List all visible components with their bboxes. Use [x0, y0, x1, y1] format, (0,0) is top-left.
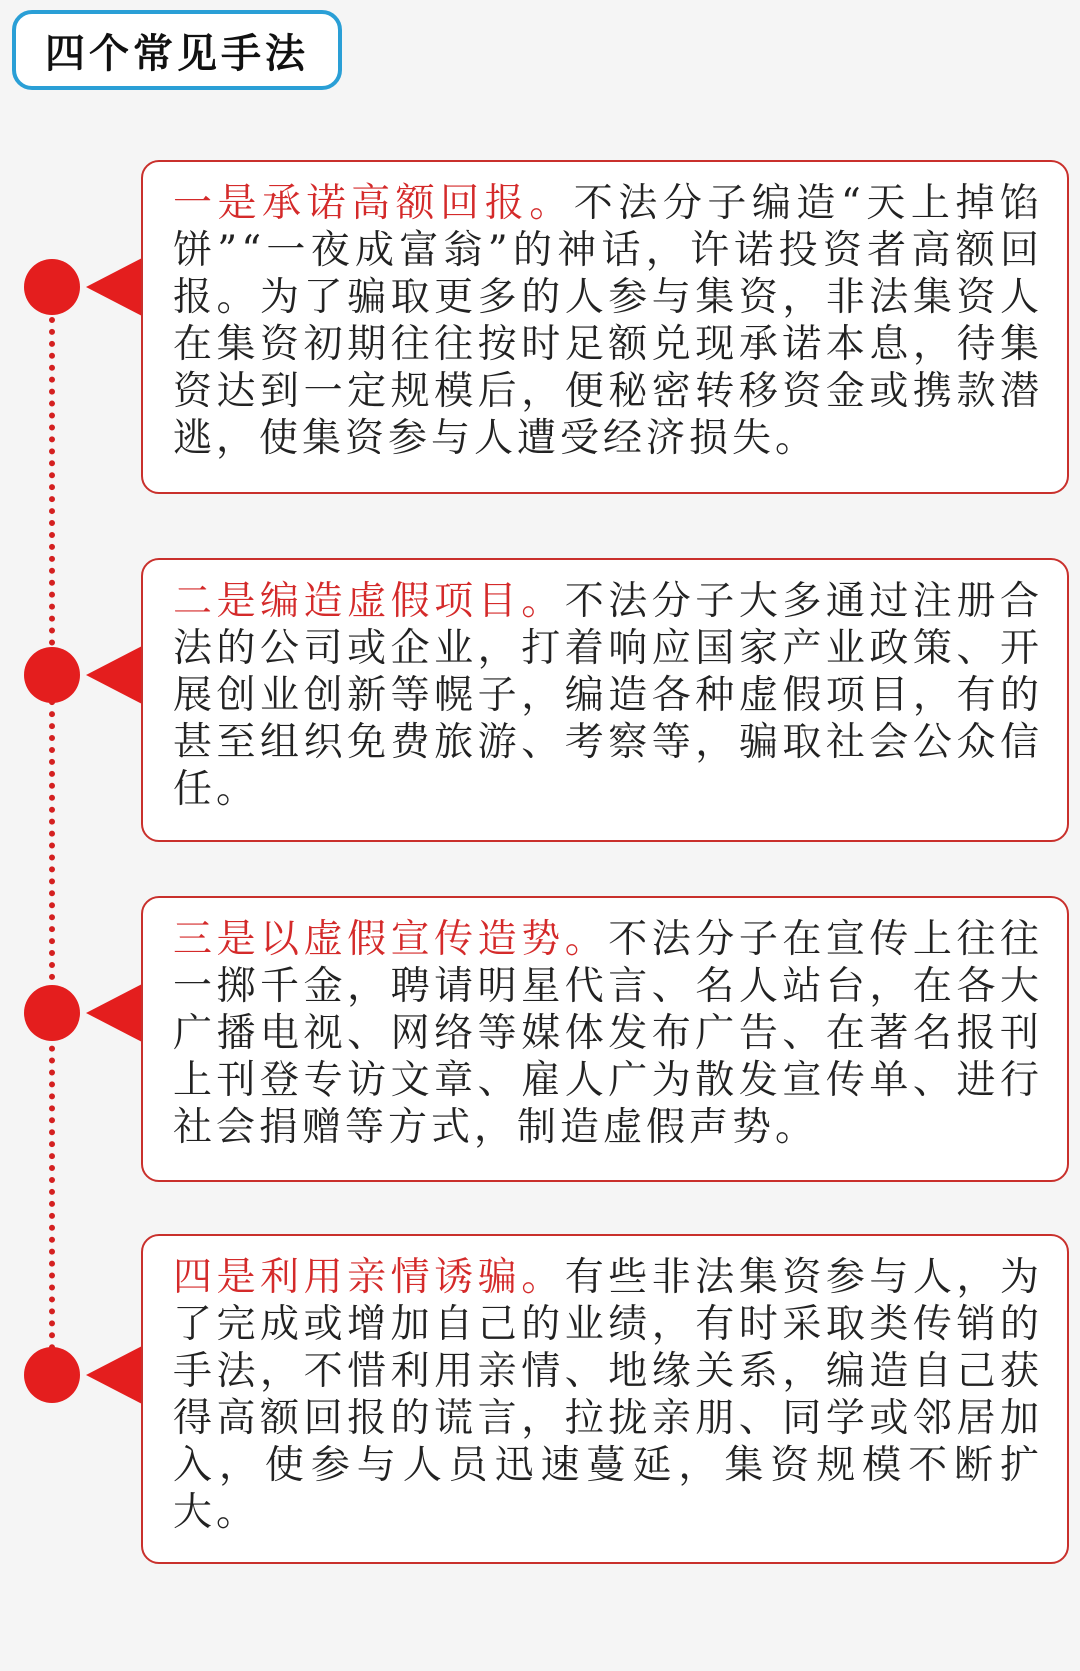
- pointer-arrow-1: [86, 257, 144, 317]
- method-text-2: [173, 578, 1043, 813]
- method-card-1: [141, 160, 1069, 494]
- timeline-dot-3: [24, 985, 80, 1041]
- pointer-arrow-4: [86, 1345, 144, 1405]
- timeline-dot-2: [24, 647, 80, 703]
- method-card-4: [141, 1234, 1069, 1564]
- method-body-4: 有些非法集资参与人，为了完成或增加自己的业绩，有时采取类传销的手法，不惜利用亲情、地缘关系，编造自己获得高额回报的谎言，拉拢亲朋、同学或邻居加入，使参与人员迅速蔓延，集资规模不断扩大。: [173, 1255, 1043, 1535]
- method-body-2: 不法分子大多通过注册合法的公司或企业，打着响应国家产业政策、开展创业创新等幌子，编造各种虚假项目，有的甚至组织免费旅游、考察等，骗取社会公众信任。: [173, 579, 1043, 812]
- pointer-arrow-3: [86, 983, 144, 1043]
- method-text-4: [173, 1254, 1043, 1536]
- page-title: 四个常见手法: [45, 30, 309, 77]
- method-heading-4: 四是利用亲情诱骗。: [173, 1255, 565, 1300]
- timeline-dotted-line: [49, 305, 55, 1375]
- title-box: [12, 10, 342, 90]
- method-card-2: [141, 558, 1069, 842]
- method-heading-3: 三是以虚假宣传造势。: [173, 917, 609, 962]
- timeline-dot-4: [24, 1347, 80, 1403]
- method-heading-1: 一是承诺高额回报。: [173, 181, 574, 226]
- method-body-1: 不法分子编造“天上掉馅饼”“一夜成富翁”的神话，许诺投资者高额回报。为了骗取更多的人参与集资，非法集资人在集资初期往往按时足额兑现承诺本息，待集资达到一定规模后，便秘密转移资金或携款潜逃，使集资参与人遭受经济损失。: [173, 181, 1043, 461]
- method-text-1: [173, 180, 1043, 462]
- timeline-dot-1: [24, 259, 80, 315]
- method-heading-2: 二是编造虚假项目。: [173, 579, 565, 624]
- method-text-3: [173, 916, 1043, 1151]
- pointer-arrow-2: [86, 645, 144, 705]
- method-body-3: 不法分子在宣传上往往一掷千金，聘请明星代言、名人站台，在各大广播电视、网络等媒体发布广告、在著名报刊上刊登专访文章、雇人广为散发宣传单、进行社会捐赠等方式，制造虚假声势。: [173, 917, 1043, 1150]
- method-card-3: [141, 896, 1069, 1182]
